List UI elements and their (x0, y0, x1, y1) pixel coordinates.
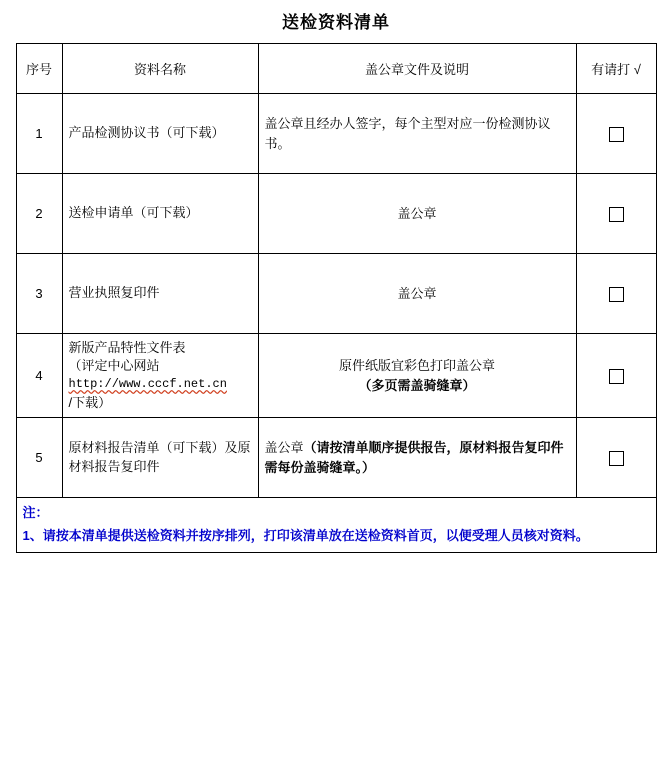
row-checkbox-cell (576, 254, 656, 334)
material-name-line1: 新版产品特性文件表 (68, 339, 186, 355)
material-name-text: 送检申请单（可下载） (68, 205, 199, 221)
notes-cell (16, 498, 656, 553)
row-description (258, 334, 576, 418)
description-note: （请按清单顺序提供报告，原材料报告复印件需每份盖骑缝章。） (264, 440, 564, 475)
description-text: 盖公章 (397, 285, 437, 301)
checkbox-icon[interactable] (609, 369, 624, 384)
column-header-name: 资料名称 (62, 44, 258, 94)
description-text: 原件纸版宜彩色打印盖公章 (338, 358, 495, 373)
evaluation-center-url[interactable]: http://www.cccf.net.cn (68, 377, 227, 392)
table-row (16, 334, 656, 418)
row-description (258, 174, 576, 254)
row-checkbox-cell (576, 418, 656, 498)
description-note: （多页需盖骑缝章） (358, 377, 476, 393)
material-name-text: 营业执照复印件 (68, 285, 160, 301)
row-description (258, 418, 576, 498)
table-row (16, 94, 656, 174)
row-number: 5 (16, 418, 62, 498)
page-title: 送检资料清单 (282, 13, 390, 32)
material-name-line2: （评定中心网站 (68, 358, 160, 374)
description-text: 盖公章 (397, 205, 437, 221)
material-name-text: 产品检测协议书（可下载） (68, 125, 225, 141)
table-header (16, 44, 656, 94)
table-header-row (16, 44, 656, 94)
row-number: 2 (16, 174, 62, 254)
material-name-line3: /下载） (68, 394, 112, 410)
table-row (16, 174, 656, 254)
table-row (16, 418, 656, 498)
checkbox-icon[interactable] (609, 451, 624, 466)
row-description (258, 94, 576, 174)
column-header-no: 序号 (16, 44, 62, 94)
row-material-name (62, 418, 258, 498)
row-checkbox-cell (576, 174, 656, 254)
row-number: 3 (16, 254, 62, 334)
row-material-name (62, 334, 258, 418)
checkbox-icon[interactable] (609, 207, 624, 222)
notes-body: 1、请按本清单提供送检资料并按序排列，打印该清单放在送检资料首页，以便受理人员核对资料。 (22, 527, 589, 543)
column-header-check: 有请打 √ (576, 44, 656, 94)
column-header-desc: 盖公章文件及说明 (258, 44, 576, 94)
table-row (16, 254, 656, 334)
row-number: 4 (16, 334, 62, 418)
description-text: 盖公章且经办人签字，每个主型对应一份检测协议书。 (264, 116, 551, 151)
row-material-name (62, 254, 258, 334)
notes-row (16, 498, 656, 553)
description-text: 盖公章 (264, 440, 304, 455)
notes-heading: 注： (22, 505, 49, 520)
checkbox-icon[interactable] (609, 287, 624, 302)
table-body (16, 94, 656, 553)
row-checkbox-cell (576, 94, 656, 174)
row-material-name (62, 94, 258, 174)
checkbox-icon[interactable] (609, 127, 624, 142)
row-number: 1 (16, 94, 62, 174)
row-material-name (62, 174, 258, 254)
row-description (258, 254, 576, 334)
row-checkbox-cell (576, 334, 656, 418)
checklist-table (16, 43, 657, 553)
material-name-text: 原材料报告清单（可下载）及原材料报告复印件 (68, 439, 251, 474)
